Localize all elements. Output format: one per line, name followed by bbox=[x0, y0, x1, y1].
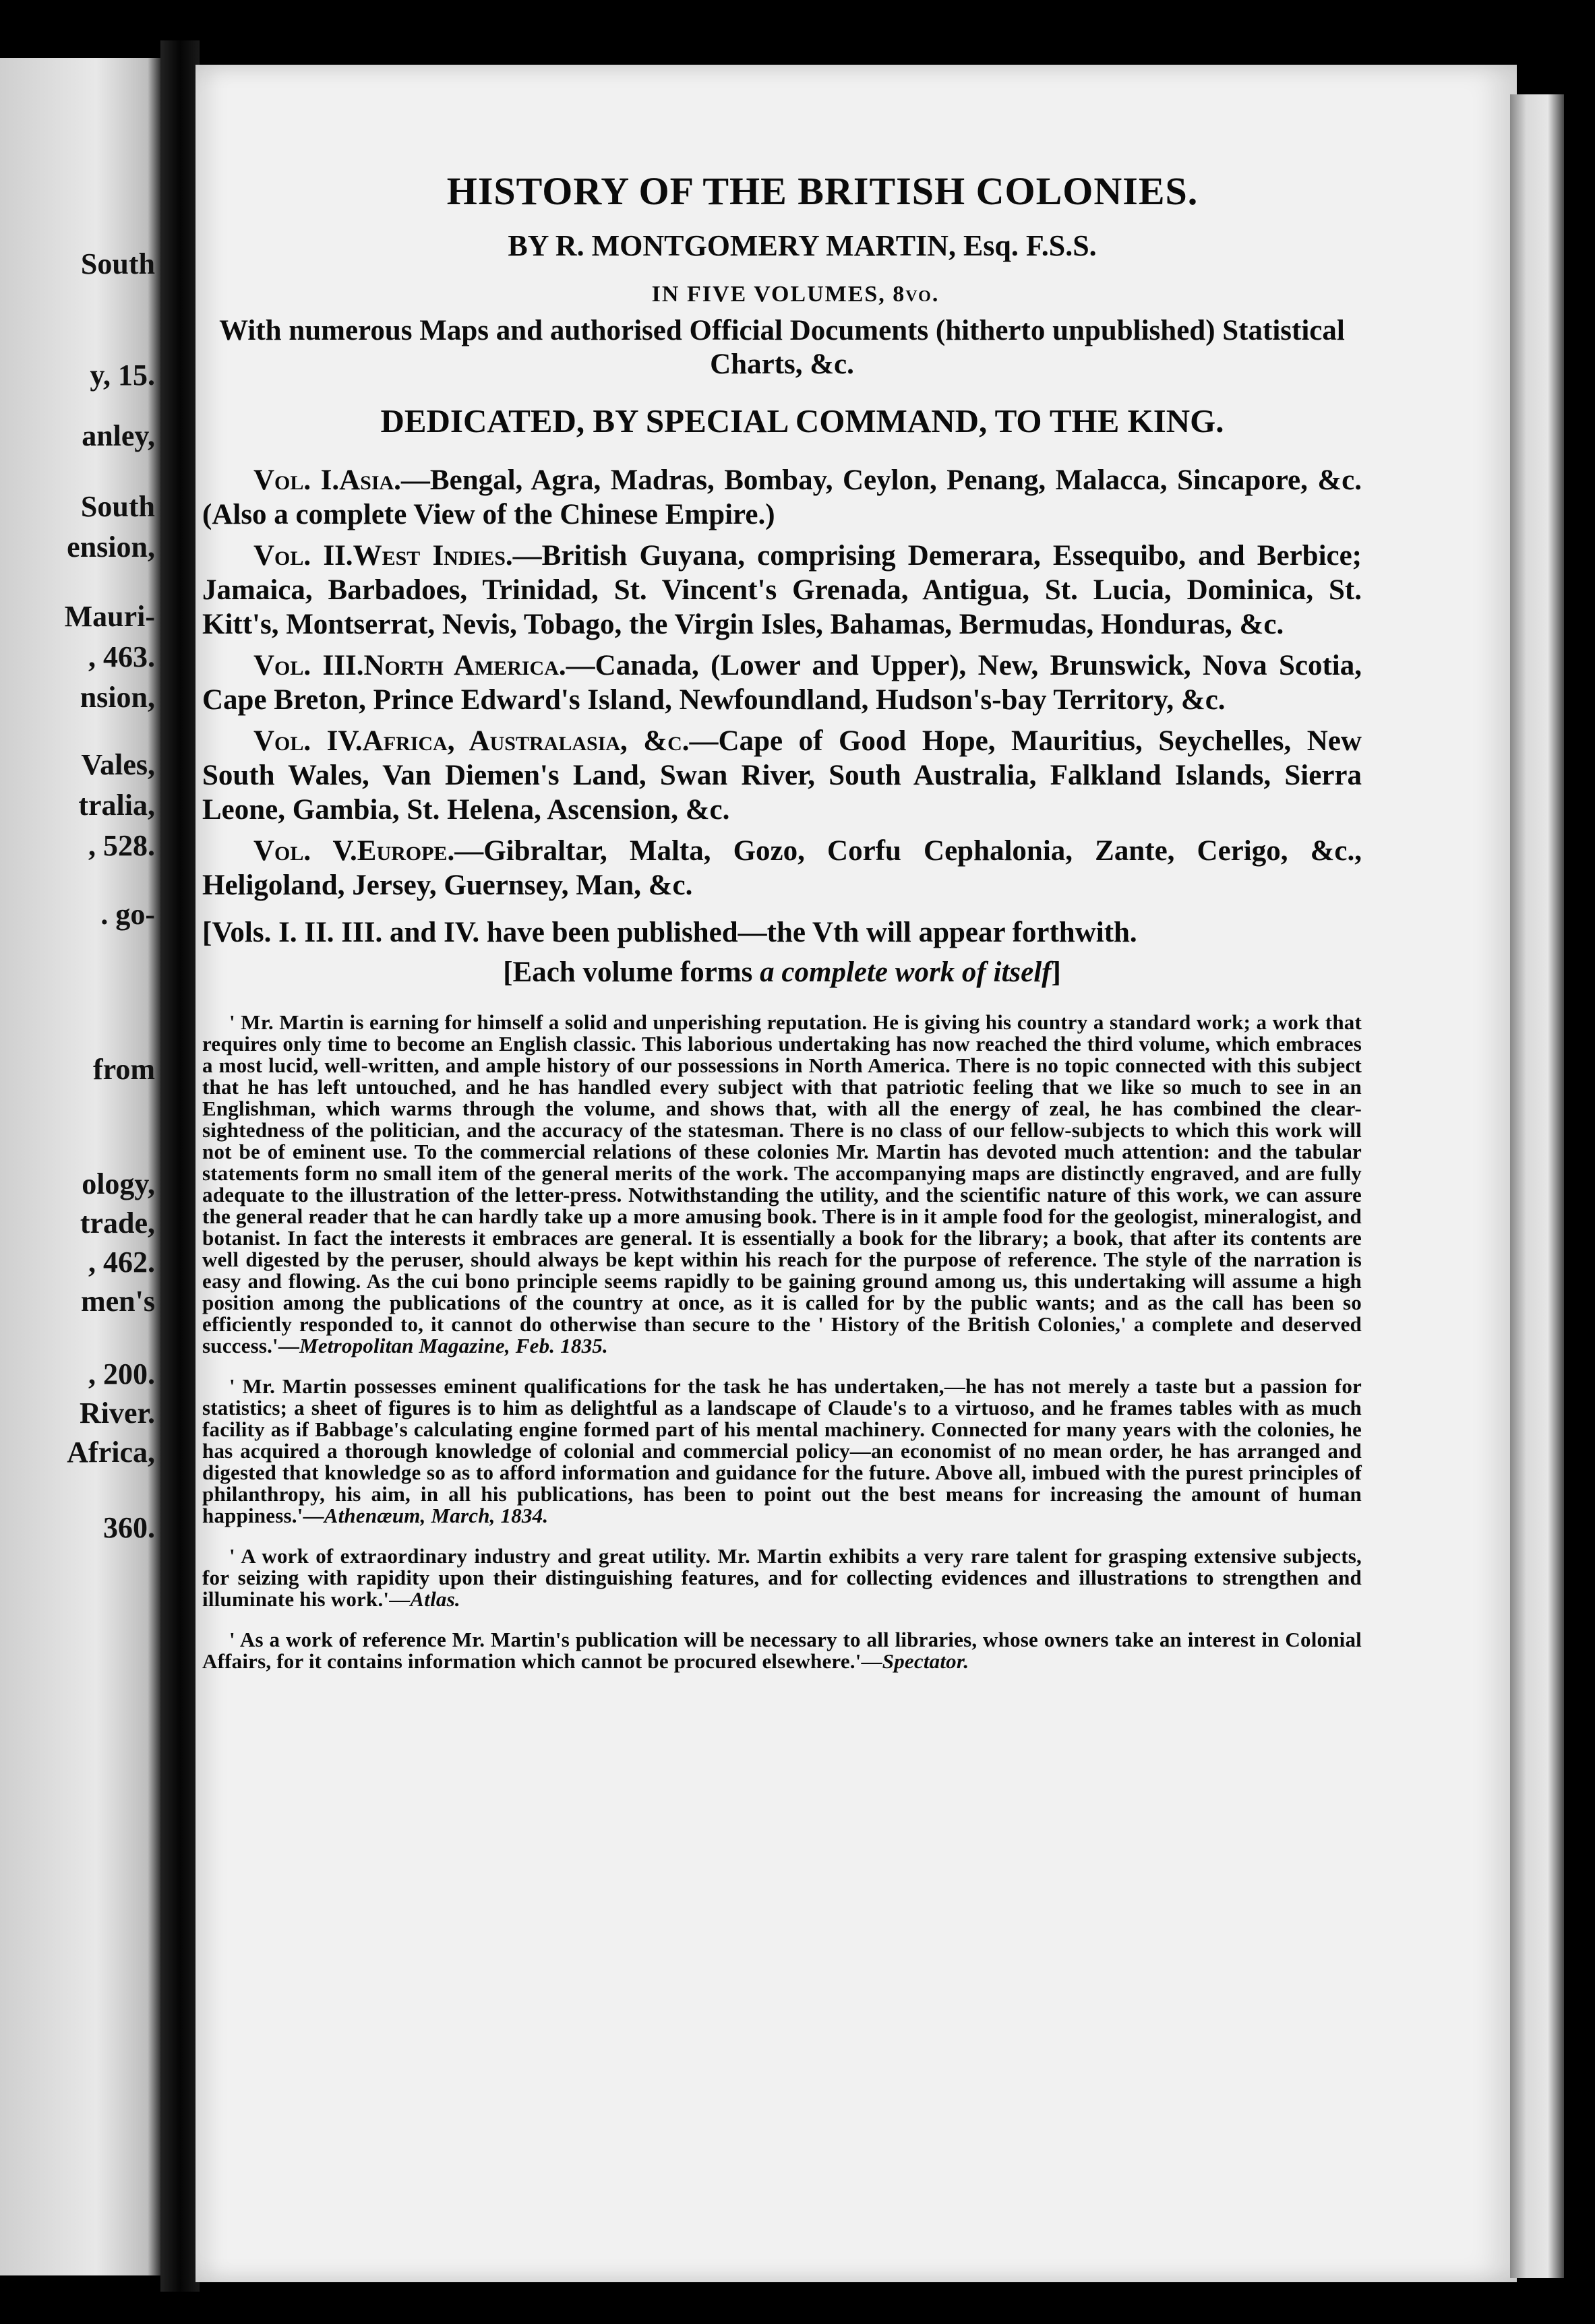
left-page-text-fragment: tralia, bbox=[78, 789, 155, 822]
book-title: HISTORY OF THE BRITISH COLONIES. bbox=[446, 169, 1199, 213]
volume-contents: —Bengal, Agra, Madras, Bombay, Ceylon, Penang, Malacca, Sincapore, &c. (Also a complete View of the Chinese Empire.) bbox=[202, 464, 1362, 530]
maps-description: With numerous Maps and authorised Official Documents (hitherto unpublished) Statistical Charts, &c. bbox=[219, 315, 1345, 380]
left-page-text-fragment: ology, bbox=[82, 1167, 155, 1200]
quote-text: ' Mr. Martin possesses eminent qualifications for the task he has undertaken,—he has not merely a taste but a passion for statistics; a sheet of figures is to him as delightful as a landscape of Claude's to a virtuoso, and he frames tables with as much facility as if Babbage's calculating engine formed part of his mental machinery. Connected for many years with the colonies, he has acquired a thorough knowledge of colonial and commercial policy—an economist of no mean order, he has arranged and digested that knowledge so as to afford information and guidance for the future. Above all, imbued with the purest principles of philanthropy, his aim, in all his publications, has been to point out the best means for increasing the amount of human happiness.'— bbox=[202, 1374, 1362, 1527]
left-page-text-fragment: trade, bbox=[80, 1206, 155, 1240]
left-page-text-fragment: South bbox=[80, 247, 155, 280]
each-volume-note bbox=[202, 956, 1362, 989]
left-page-text-fragment: Africa, bbox=[67, 1436, 155, 1469]
page-edge bbox=[1510, 94, 1564, 2278]
volume-number: Vol. V. bbox=[253, 835, 357, 867]
left-page-text-fragment: Vales, bbox=[81, 748, 155, 781]
quote-text: ' Mr. Martin is earning for himself a solid and unperishing reputation. He is giving his country a standard work; a work that requires only time to become an English classic. This laborious undertaking has now reached the third volume, which embraces a most lucid, well-written, and ample history of our possessions in North America. There is no topic connected with this subject that he has left untouched, and he has handled every subject with that patriotic feeling that we like so much to see in an Englishman, which warms through the volume, and shows that, with all the energy of zeal, he has combined the clear-sightedness of the politician, and the accuracy of the statesman. There is no class of our fellow-subjects to which this work will not be of eminent use. To the commercial relations of these colonies Mr. Martin has devoted much attention: and the tabular statements form no small item of the general merits of the work. The accompanying maps are distinctly engraved, and are fully adequate to the illustration of the letter-press. Notwithstanding the utility, and the scientific nature of this work, we can assure the general reader that he can hardly take up a more amusing book. There is in it ample food for the geologist, mineralogist, and botanist. In fact the interests it embraces are general. It is essentially a book for the library; a book, that after its contents are well digested by the peruser, should always be kept within his reach for the purpose of reference. The style of the narration is easy and flowing. As the cui bono principle seems rapidly to be gaining ground among us, this undertaking will assume a high position among the publications of the country at once, as it is called for by the public wants; and as the call has been so efficiently responded to, it cannot do otherwise than secure to the ' History of the British Colonies,' a complete and deserved success.'— bbox=[202, 1010, 1362, 1357]
volume-entry bbox=[202, 463, 1362, 532]
left-page-text-fragment: nsion, bbox=[80, 681, 155, 714]
volume-entry bbox=[202, 539, 1362, 642]
left-page-text-fragment: anley, bbox=[82, 419, 155, 452]
book-gutter bbox=[160, 40, 200, 2292]
left-page-text-fragment: South bbox=[80, 490, 155, 523]
left-page-text-fragment: , 463. bbox=[88, 640, 155, 673]
left-page-text-fragment: , 528. bbox=[88, 829, 155, 862]
quote-text: ' A work of extraordinary industry and great utility. Mr. Martin exhibits a very rare talent for grasping extensive subjects, for seizing with rapidity upon their distinguishing features, and for collecting evidences and illustrations to strengthen and illuminate his work.'— bbox=[202, 1544, 1362, 1611]
volume-contents: —Cape of Good Hope, Mauritius, Seychelles, New South Wales, Van Diemen's Land, Swan River, South Australia, Falkland Islands, Sierra Leone, Gambia, St. Helena, Ascension, &c. bbox=[202, 725, 1362, 826]
left-page-text-fragment: ension, bbox=[67, 530, 155, 563]
volume-region: Europe. bbox=[357, 835, 455, 867]
each-volume-before: [Each volume forms bbox=[503, 956, 760, 988]
volume-entry bbox=[202, 834, 1362, 903]
volume-contents: —Canada, (Lower and Upper), New, Brunswick, Nova Scotia, Cape Breton, Prince Edward's Island, Newfoundland, Hudson's-bay Territory, &c. bbox=[202, 650, 1362, 716]
left-page-text-fragment: River. bbox=[79, 1397, 155, 1430]
left-page-text-fragment: from bbox=[92, 1053, 155, 1086]
volumes-line: IN FIVE VOLUMES, 8vo. bbox=[651, 282, 940, 307]
volume-entry bbox=[202, 648, 1362, 717]
review-quote bbox=[202, 1546, 1362, 1610]
quote-text: ' As a work of reference Mr. Martin's publication will be necessary to all libraries, whose owners take an interest in Colonial Affairs, for it contains information which cannot be procured elsewhere.'— bbox=[202, 1628, 1362, 1673]
page-content bbox=[202, 169, 1362, 1691]
volume-number: Vol. II. bbox=[253, 540, 353, 572]
volume-region: North America. bbox=[363, 650, 566, 681]
volume-contents: —Gibraltar, Malta, Gozo, Corfu Cephalonia, Zante, Cerigo, &c., Heligoland, Jersey, Guernsey, Man, &c. bbox=[202, 835, 1362, 901]
dedication-line: DEDICATED, BY SPECIAL COMMAND, TO THE KING. bbox=[380, 402, 1224, 439]
left-page-text-fragment: . go- bbox=[100, 898, 155, 931]
review-quote bbox=[202, 1012, 1362, 1357]
quote-source: Athenæum, March, 1834. bbox=[324, 1504, 549, 1527]
author-line: BY R. MONTGOMERY MARTIN, Esq. F.S.S. bbox=[508, 229, 1097, 262]
volume-number: Vol. III. bbox=[253, 650, 364, 681]
review-quote bbox=[202, 1629, 1362, 1672]
published-note: [Vols. I. II. III. and IV. have been published—the Vth will appear forthwith. bbox=[202, 917, 1137, 948]
each-volume-italic: a complete work of itself bbox=[760, 956, 1052, 988]
quote-source: Atlas. bbox=[410, 1587, 460, 1611]
left-page-text-fragment: , 462. bbox=[88, 1246, 155, 1279]
volume-region: Asia. bbox=[339, 464, 401, 496]
quote-source: Metropolitan Magazine, Feb. 1835. bbox=[299, 1334, 608, 1357]
left-page-text-fragment: men's bbox=[81, 1285, 155, 1318]
left-page-text-fragment: Mauri- bbox=[64, 600, 155, 633]
quote-source: Spectator. bbox=[882, 1649, 969, 1673]
left-page-text-fragment: 360. bbox=[103, 1511, 155, 1544]
volume-region: Africa, Australasia, &c. bbox=[362, 725, 690, 757]
volume-number: Vol. I. bbox=[253, 464, 340, 496]
review-quote bbox=[202, 1376, 1362, 1527]
left-page-text-fragment: y, 15. bbox=[90, 359, 155, 392]
volume-contents: —British Guyana, comprising Demerara, Essequibo, and Berbice; Jamaica, Barbadoes, Trinidad, St. Vincent's Grenada, Antigua, St. Lucia, Dominica, St. Kitt's, Montserrat, Nevis, Tobago, the Virgin Isles, Bahamas, Bermudas, Honduras, &c. bbox=[202, 540, 1362, 640]
adjacent-left-page bbox=[0, 58, 160, 2275]
volume-region: West Indies. bbox=[353, 540, 513, 572]
left-page-text-fragment: , 200. bbox=[88, 1357, 155, 1390]
each-volume-after: ] bbox=[1051, 956, 1061, 988]
volume-number: Vol. IV. bbox=[253, 725, 363, 757]
volume-entry bbox=[202, 724, 1362, 827]
